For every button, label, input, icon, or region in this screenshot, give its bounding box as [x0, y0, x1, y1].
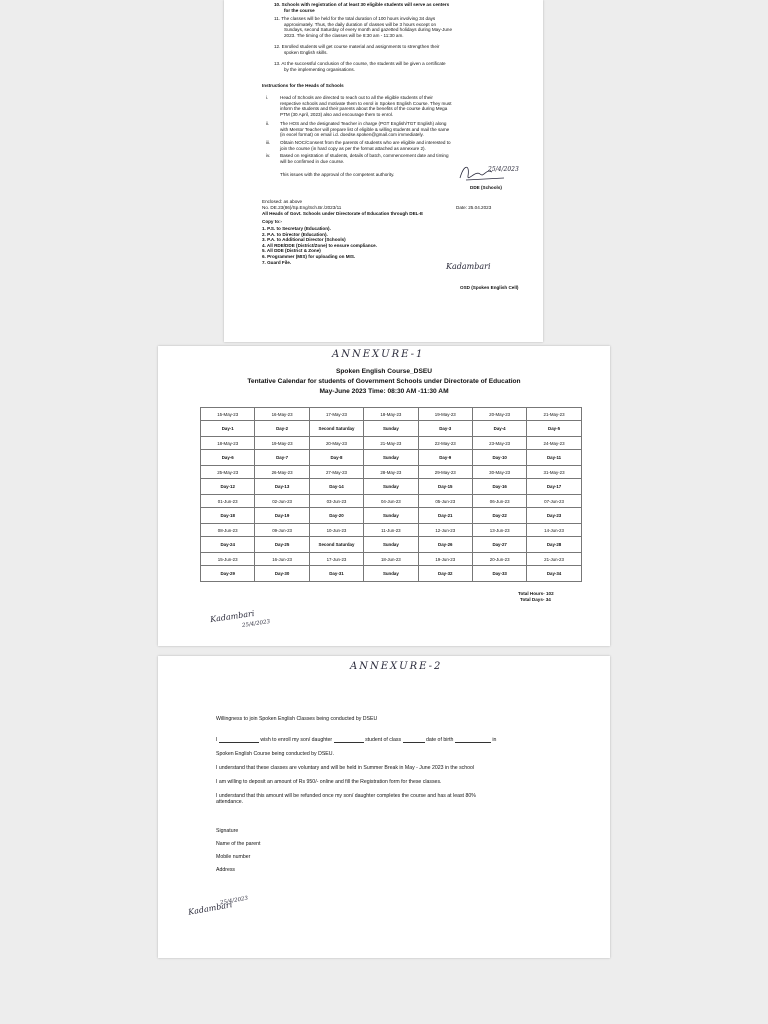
copy-list [262, 226, 377, 265]
calendar-day-cell: Day-31 [309, 566, 363, 582]
item-12: 12. Enrolled students will get course material and assignments to strengthen their spoken English skills. [274, 44, 440, 55]
refund-line-cont: attendance. [216, 799, 244, 805]
calendar-date-cell: 10-Jun-23 [309, 524, 363, 537]
item-13: 13. At the successful conclusion of the course, the students will be given a certificate by the implementing organisations. [274, 61, 446, 72]
calendar-day-cell: Day-20 [309, 508, 363, 524]
calendar-date-cell: 29-May-23 [418, 466, 472, 479]
signature-field: Signature [216, 828, 239, 834]
course-line: Spoken English Course being conducted by DSEU. [216, 751, 334, 757]
calendar-date-cell: 15-Jun-23 [201, 553, 255, 566]
calendar-day-cell: Day-5 [527, 421, 581, 437]
calendar-date-cell: 20-May-23 [309, 437, 363, 450]
calendar-date-row [201, 553, 582, 566]
calendar-day-cell: Day-3 [418, 421, 472, 437]
calendar-date-cell: 17-May-23 [309, 408, 363, 421]
annexure-1-heading: ANNEXURE-1 [332, 349, 425, 360]
calendar-day-cell: Day-32 [418, 566, 472, 582]
calendar-day-cell: Day-18 [201, 508, 255, 524]
calendar-date-row [201, 466, 582, 479]
calendar-day-cell: Day-8 [309, 450, 363, 466]
calendar-date-cell: 16-May-23 [255, 408, 309, 421]
annexure-1-signature: Kadambari [209, 608, 255, 625]
calendar-date-cell: 14-Jun-23 [527, 524, 581, 537]
list-item: 2. P.A. to Director (Education). [262, 231, 328, 237]
ref-number: No. DE.23(86)/Sp.Eng/Sch.Br./2023/11 [262, 205, 342, 210]
approval-line: This issues with the approval of the competent authority. [280, 172, 395, 177]
calendar-day-cell: Day-7 [255, 450, 309, 466]
calendar-date-cell: 28-May-23 [364, 466, 418, 479]
calendar-day-row [201, 508, 582, 524]
calendar-date-cell: 08-Jun-23 [201, 524, 255, 537]
course-title: Spoken English Course_DSEU [336, 368, 432, 375]
calendar-date-cell: 03-Jun-23 [309, 495, 363, 508]
calendar-date-cell: 06-Jun-23 [472, 495, 526, 508]
mobile-field: Mobile number [216, 854, 251, 860]
calendar-date-row [201, 524, 582, 537]
calendar-day-cell: Day-13 [255, 479, 309, 495]
calendar-day-row [201, 421, 582, 437]
calendar-date-cell: 22-May-23 [418, 437, 472, 450]
calendar-date-cell: 20-Jun-23 [472, 553, 526, 566]
calendar-day-cell: Second Saturday [309, 421, 363, 437]
annexure-1-page [158, 346, 610, 646]
calendar-day-cell: Day-6 [201, 450, 255, 466]
calendar-day-cell: Day-2 [255, 421, 309, 437]
calendar-day-cell: Sunday [364, 421, 418, 437]
calendar-day-cell: Sunday [364, 508, 418, 524]
calendar-date-cell: 18-May-23 [201, 437, 255, 450]
calendar-date-cell: 02-Jun-23 [255, 495, 309, 508]
parent-name-field: Name of the parent [216, 841, 261, 847]
dde-signature: 25/4/2023 [456, 160, 526, 189]
letter-page [224, 0, 543, 342]
calendar-day-cell: Day-24 [201, 537, 255, 553]
osd-signature: Kadambari [446, 262, 491, 271]
voluntary-line: I understand that these classes are voluntary and will be held in Summer Break in May - June 2023 in the school [216, 765, 475, 771]
calendar-date-row [201, 408, 582, 421]
enclosed: Enclosed: as above [262, 199, 303, 204]
calendar-date-cell: 19-May-23 [255, 437, 309, 450]
calendar-date-cell: 21-May-23 [364, 437, 418, 450]
enroll-line: I wish to enroll my son/ daughter student of class date of birth in [216, 737, 497, 743]
calendar-date-cell: 18-Jun-23 [364, 553, 418, 566]
calendar-day-cell: Day-25 [255, 537, 309, 553]
total-days: Total Days- 34 [520, 597, 551, 602]
calendar-date-row [201, 495, 582, 508]
calendar-date-cell: 31-May-23 [527, 466, 581, 479]
list-item: 3. P.A. to Additional Director (Schools) [262, 237, 346, 243]
list-item: 7. Guard File. [262, 259, 292, 265]
calendar-day-cell: Sunday [364, 537, 418, 553]
annexure-2-signature: Kadambari [187, 900, 233, 917]
calendar-date-cell: 05-Jun-23 [418, 495, 472, 508]
calendar-day-cell: Day-29 [201, 566, 255, 582]
calendar-date-cell: 30-May-23 [472, 466, 526, 479]
addressee: All Heads of Govt. Schools under Directorate of Education through DEL-E [262, 211, 424, 216]
calendar-date-cell: 19-Jun-23 [418, 553, 472, 566]
calendar-date-cell: 15-May-23 [201, 408, 255, 421]
calendar-day-cell: Day-21 [418, 508, 472, 524]
calendar-date-row [201, 437, 582, 450]
calendar-day-cell: Sunday [364, 450, 418, 466]
calendar-date-cell: 13-Jun-23 [472, 524, 526, 537]
calendar-day-cell: Day-9 [418, 450, 472, 466]
calendar-title: Tentative Calendar for students of Government Schools under Directorate of Education [247, 378, 521, 385]
calendar-date-cell: 09-Jun-23 [255, 524, 309, 537]
calendar-date-cell: 01-Jun-23 [201, 495, 255, 508]
instruction-2: ii. The HOS and the designated Teacher in charge (PGT English/TGT English) along with Mentor Teacher will prepare list of eligible & willing students and mail the same (in excel format) on email i.d. doedse.spoken@gmail.com immediately. [266, 121, 450, 138]
instruction-1: i. Head of Schools are directed to reach out to all the eligible students of their respective schools and motivate them to enrol in Spoken English Course. They must inform the students and their parents about the benefits of the course during Mega PTM (30 April, 2023) also and encourage them to enrol. [266, 95, 452, 117]
annexure-1-sig-date: 25/4/2023 [241, 619, 271, 629]
willingness-title: Willingness to join Spoken English Classes being conducted by DSEU [216, 716, 378, 722]
calendar-day-cell: Day-30 [255, 566, 309, 582]
annexure-2-page [158, 656, 610, 958]
calendar-date-cell: 12-Jun-23 [418, 524, 472, 537]
calendar-date-cell: 19-May-23 [418, 408, 472, 421]
list-item: 4. All RDE/DDE (District/Zone) to ensure compliance. [262, 242, 377, 248]
heads-title: Instructions for the Heads of Schools [262, 83, 344, 88]
item-11: 11. The classes will be held for the total duration of 100 hours involving 34 days approximately. Thus, the daily duration of classes will be 3 hours except on Sundays, second Saturday of every month and gazetted holidays during May-June 2023. The timing of the classes will be 8:30 am - 11:30 am. [274, 16, 453, 38]
calendar-day-cell: Day-33 [472, 566, 526, 582]
calendar-day-cell: Day-17 [527, 479, 581, 495]
calendar-date-cell: 21-May-23 [527, 408, 581, 421]
calendar-day-cell: Day-11 [527, 450, 581, 466]
calendar-day-cell: Day-34 [527, 566, 581, 582]
refund-line: I understand that this amount will be refunded once my son/ daughter completes the course and has at least 80% [216, 793, 476, 799]
calendar-day-cell: Day-23 [527, 508, 581, 524]
calendar-date-cell: 27-May-23 [309, 466, 363, 479]
dde-title: DDE (Schools) [470, 185, 502, 190]
calendar-day-cell: Day-10 [472, 450, 526, 466]
calendar-day-cell: Day-12 [201, 479, 255, 495]
calendar-date-cell: 17-Jun-23 [309, 553, 363, 566]
calendar-day-cell: Second Saturday [309, 537, 363, 553]
calendar-date-cell: 25-May-23 [201, 466, 255, 479]
instruction-3: iii. Obtain NOC/Consent from the parents of students who are eligible and interested to join the course (in hard copy as per the format attached as annexure 2). [266, 140, 451, 151]
calendar-date-cell: 21-Jun-23 [527, 553, 581, 566]
calendar-day-cell: Day-26 [418, 537, 472, 553]
calendar-day-cell: Day-28 [527, 537, 581, 553]
instruction-4: iv. Based on registration of students, details of batch, commencement date and timing will be confirmed in due course. [266, 153, 449, 164]
calendar-date-cell: 23-May-23 [472, 437, 526, 450]
calendar-day-cell: Day-15 [418, 479, 472, 495]
calendar-date-cell: 07-Jun-23 [527, 495, 581, 508]
calendar-day-cell: Sunday [364, 566, 418, 582]
calendar-date-cell: 11-Jun-23 [364, 524, 418, 537]
total-hours: Total Hours- 102 [518, 591, 554, 596]
deposit-line: I am willing to deposit an amount of Rs 950/- online and fill the Registration form for these classes. [216, 779, 442, 785]
calendar-table [200, 407, 582, 582]
annexure-2-heading: ANNEXURE-2 [350, 661, 443, 672]
calendar-day-row [201, 479, 582, 495]
calendar-day-row [201, 537, 582, 553]
calendar-day-cell: Day-22 [472, 508, 526, 524]
calendar-date-cell: 16-Jun-23 [255, 553, 309, 566]
calendar-date-cell: 24-May-23 [527, 437, 581, 450]
calendar-date-cell: 26-May-23 [255, 466, 309, 479]
calendar-day-row [201, 566, 582, 582]
calendar-date-cell: 20-May-23 [472, 408, 526, 421]
calendar-date-cell: 04-Jun-23 [364, 495, 418, 508]
calendar-day-row [201, 450, 582, 466]
osd-title: OSD (Spoken English Cell) [460, 285, 519, 290]
calendar-day-cell: Day-1 [201, 421, 255, 437]
calendar-day-cell: Sunday [364, 479, 418, 495]
calendar-day-cell: Day-19 [255, 508, 309, 524]
copy-to-label: Copy to:- [262, 219, 283, 224]
address-field: Address [216, 867, 236, 873]
calendar-day-cell: Day-27 [472, 537, 526, 553]
calendar-day-cell: Day-16 [472, 479, 526, 495]
item-10: 10. Schools with registration of at least 30 eligible students will serve as centers [274, 2, 450, 7]
list-item: 5. All DDE (District & Zone) [262, 248, 321, 254]
list-item: 1. P.S. to Secretary (Education). [262, 226, 331, 231]
calendar-day-cell: Day-14 [309, 479, 363, 495]
item-10-cont: for the course [284, 8, 315, 13]
calendar-timing: May-June 2023 Time: 08:30 AM -11:30 AM [319, 388, 449, 395]
calendar-day-cell: Day-4 [472, 421, 526, 437]
list-item: 6. Programmer (MIS) for uploading on MIS. [262, 253, 356, 259]
annexure-2-sig-date: 25/4/2023 [219, 895, 249, 907]
calendar-date-cell: 18-May-23 [364, 408, 418, 421]
issue-date: Date: 25.04.2023 [456, 205, 492, 210]
